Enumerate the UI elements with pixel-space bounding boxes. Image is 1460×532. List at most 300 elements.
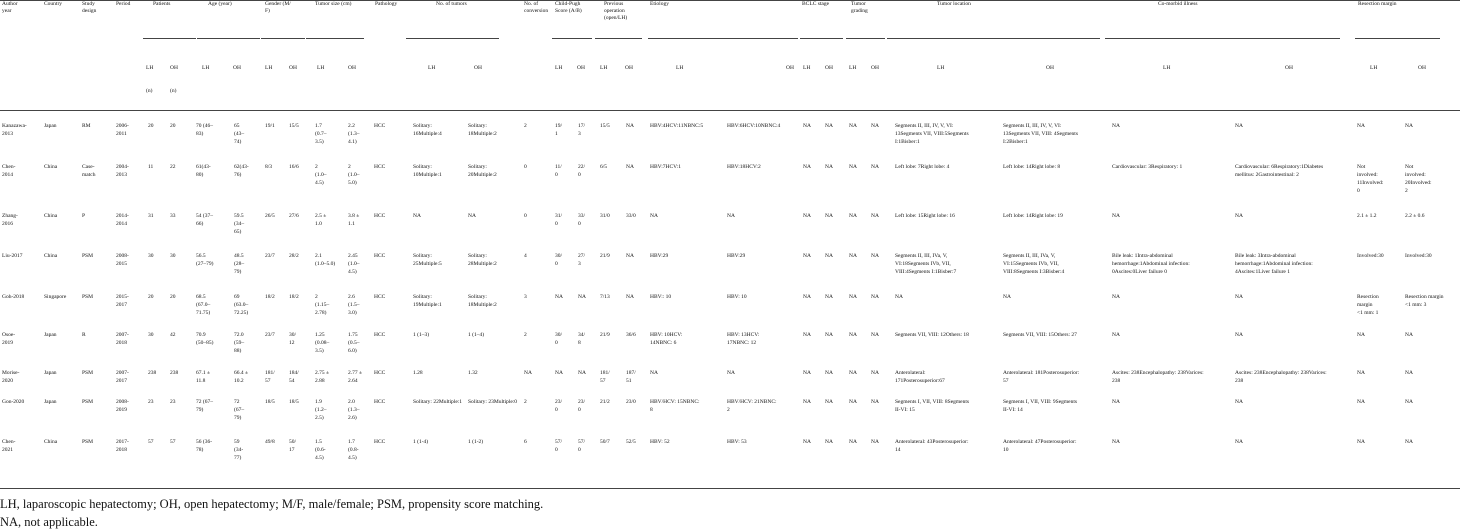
cell-age-lh: 70.9 (50–85) [196,332,214,346]
cell-path: HCC [374,294,386,300]
cell-cp-oh: NA [578,370,586,376]
cell-design: P [82,213,86,219]
cell-ts-oh: 2.45 (1.0– 4.5) [348,253,360,275]
cell-po-oh: NA [626,164,634,170]
cell-country: China [44,164,58,170]
cell-rm-lh: NA [1357,439,1365,445]
header-previous-operation: Previous operation (open/LH) [604,1,628,21]
cell-tg-lh: NA [849,123,857,129]
cell-period: 2007- 2018 [116,332,129,346]
cell-pt-lh: 57 [148,439,154,445]
group-underline [143,38,196,39]
subheader-oh: OH [871,65,879,71]
header-gender: Gender (M/ F) [265,1,291,14]
cell-et-oh: HBV:6HCV:10NBNC:4 [727,123,781,129]
cell-tg-lh: NA [849,399,857,405]
cell-age-lh: 61(43- 80) [196,164,211,178]
subheader-oh: OH [289,65,297,71]
cell-age-oh: 59 (34- 77) [234,439,244,461]
cell-cm-oh: NA [1235,123,1243,129]
header-author: Author year [2,1,18,14]
cell-po-oh: NA [626,294,634,300]
cell-rm-lh: Resection margin <1 mm: 1 [1357,294,1379,316]
cell-rm-oh: NA [1405,123,1413,129]
cell-bclc-oh: NA [825,253,833,259]
cell-pt-lh: 30 [148,332,154,338]
subheader-oh: OH [577,65,585,71]
cell-et-lh: HBV:29 [650,253,669,259]
cell-ts-lh: 1.25 (0.08– 3.5) [315,332,330,354]
cell-country: China [44,213,58,219]
cell-country: Japan [44,370,57,376]
cell-conv: 4 [524,253,527,259]
cell-tg-oh: NA [871,399,879,405]
subheader-oh: OH [233,65,241,71]
cell-bclc-lh: NA [803,164,811,170]
cell-tl-oh: NA [1003,294,1011,300]
cell-g-oh: 18/5 [289,399,299,405]
cell-nt-oh: Solitary: 28Multiple:2 [468,253,497,267]
cell-ts-oh: 2.6 (1.5– 3.0) [348,294,360,316]
header-tumor-location: Tumor location [937,1,971,7]
cell-nt-lh: Solitary: 16Multiple:4 [413,123,442,137]
cell-cm-lh: NA [1112,294,1120,300]
cell-tg-oh: NA [871,213,879,219]
cell-cp-lh: NA [555,370,563,376]
cell-po-lh: 7/13 [600,294,610,300]
cell-pt-oh: 22 [170,164,176,170]
cell-design: PSM [82,399,94,405]
header-period: Period [116,1,131,7]
subheader-lh: LH [849,65,857,71]
cell-cm-lh: NA [1112,332,1120,338]
cell-rm-oh: NA [1405,332,1413,338]
cell-country: Japan [44,332,57,338]
cell-tl-oh: Anterolateral: 47Posterosuperior: 10 [1003,439,1077,453]
cell-cp-lh: 30/ 0 [555,332,563,346]
cell-g-lh: 8/3 [265,164,273,170]
group-underline [261,38,305,39]
header-child-pugh: Child-Pugh Score (A/B) [555,1,582,14]
cell-et-lh: HBV: 52 [650,439,670,445]
cell-cp-lh: 19/ 1 [555,123,563,137]
cell-conv: 3 [524,294,527,300]
cell-po-lh: 15/5 [600,123,610,129]
cell-g-oh: 18/2 [289,294,299,300]
cell-ts-lh: 1.9 (1.2– 2.5) [315,399,327,421]
cell-period: 2004- 2013 [116,164,129,178]
group-underline [648,38,798,39]
subheader-oh: OH [1046,65,1054,71]
patients-unit-label: (n) [170,88,177,94]
cell-bclc-oh: NA [825,439,833,445]
subheader-lh: LH [146,65,154,71]
cell-cm-oh: NA [1235,332,1243,338]
group-underline [595,38,642,39]
cell-bclc-oh: NA [825,123,833,129]
cell-age-oh: 62(43- 76) [234,164,249,178]
subheader-lh: LH [202,65,210,71]
cell-tg-lh: NA [849,332,857,338]
table-bottom-rule [0,488,1460,489]
cell-author: Zhang- 2016 [2,213,18,227]
cell-rm-oh: Not involved: 20Involved: 2 [1405,164,1432,194]
cell-cp-oh: 34/ 8 [578,332,586,346]
cell-path: HCC [374,164,386,170]
cell-cm-lh: Ascites: 238Encephalopathy: 238Varices: 238 [1112,370,1204,384]
header-no-of-tumors: No. of tumors [436,1,467,7]
cell-conv: 0 [524,164,527,170]
subheader-lh: LH [803,65,811,71]
cell-et-oh: HBV/HCV: 21NBNC: 2 [727,399,777,413]
cell-ts-lh: 2 (1.0– 4.5) [315,164,327,186]
cell-tg-lh: NA [849,164,857,170]
cell-bclc-lh: NA [803,332,811,338]
cell-period: 2007- 2017 [116,370,129,384]
header-bclc-stage: BCLC stage [802,1,830,7]
cell-cp-oh: 57/ 0 [578,439,586,453]
cell-tl-lh: Left lobe: 7Right lobe: 4 [895,164,950,170]
cell-bclc-oh: NA [825,164,833,170]
cell-rm-lh: NA [1357,332,1365,338]
cell-tl-oh: Segments I, VII, VIII: 9Segments II-VI: 14 [1003,399,1078,413]
cell-conv: 6 [524,439,527,445]
cell-g-oh: 15/5 [289,123,299,129]
cell-conv: 0 [524,213,527,219]
cell-bclc-lh: NA [803,399,811,405]
subheader-lh: LH [1370,65,1378,71]
cell-cm-lh: NA [1112,399,1120,405]
cell-age-oh: 48.5 (28– 79) [234,253,245,275]
cell-po-lh: 21/9 [600,253,610,259]
cell-cp-lh: 31/ 0 [555,213,563,227]
header-comorbid-illness: Co-morbid illness [1158,1,1198,7]
cell-tl-lh: Segments II, III, IV, V, VI: 13Segments VII, VIII:5Segments I:1Bisber:1 [895,123,969,145]
cell-nt-oh: Solitary: 20Multiple:2 [468,164,497,178]
subheader-oh: OH [825,65,833,71]
cell-tg-lh: NA [849,439,857,445]
cell-bclc-oh: NA [825,370,833,376]
cell-cm-lh: NA [1112,123,1120,129]
cell-design: Case- match [82,164,96,178]
subheader-lh: LH [317,65,325,71]
subheader-oh: OH [170,65,178,71]
cell-period: 2015- 2017 [116,294,129,308]
cell-cm-lh: Bile leak: 1Intra-abdominal hemorrhage:1Abdominal infection: 0Ascites:0Liver failure 0 [1112,253,1190,275]
cell-pt-oh: 57 [170,439,176,445]
group-underline [197,38,260,39]
cell-et-lh: HBV:4HCV:11NBNC:5 [650,123,704,129]
cell-et-oh: NA [727,370,735,376]
cell-age-lh: 54 (37– 66) [196,213,213,227]
cell-tl-oh: Segments II, III, IV, V, VI: 13Segments VII, VIII: 4Segments I:2Bisber:1 [1003,123,1078,145]
cell-g-lh: 49/8 [265,439,275,445]
cell-country: Singapore [44,294,67,300]
cell-path: HCC [374,439,386,445]
cell-nt-oh: Solitary: 18Multiple:2 [468,123,497,137]
cell-po-oh: 187/ 51 [626,370,636,384]
cell-nt-lh: Solitary: 10Multiple:1 [413,164,442,178]
cell-tl-oh: Left lobe: 14Right lobe: 8 [1003,164,1061,170]
cell-rm-oh: NA [1405,439,1413,445]
cell-tl-lh: Left lobe: 15Right lobe: 16 [895,213,955,219]
header-tumor-grading: Tumor grading [851,1,868,14]
cell-ts-oh: 1.75 (0.5– 6.0) [348,332,360,354]
cell-po-oh: NA [626,253,634,259]
cell-g-oh: 16/6 [289,164,299,170]
cell-bclc-oh: NA [825,332,833,338]
cell-et-oh: HBV: 13HCV: 17NBNC: 12 [727,332,760,346]
cell-path: HCC [374,253,386,259]
cell-age-lh: 70 (46– 83) [196,123,213,137]
cell-age-lh: 56.5 (27–79) [196,253,214,267]
cell-tg-oh: NA [871,332,879,338]
cell-nt-lh: 1.28 [413,370,423,376]
cell-cm-lh: NA [1112,439,1120,445]
cell-cm-lh: NA [1112,213,1120,219]
cell-ts-oh: 1.7 (0.8- 4.5) [348,439,359,461]
cell-pt-lh: 238 [148,370,157,376]
cell-po-oh: NA [626,123,634,129]
cell-tg-lh: NA [849,370,857,376]
cell-rm-lh: NA [1357,399,1365,405]
cell-et-oh: HBV:18HCV:2 [727,164,761,170]
cell-rm-lh: Involved:30 [1357,253,1384,259]
cell-cp-lh: NA [555,294,563,300]
group-underline [800,38,843,39]
cell-pt-oh: 238 [170,370,179,376]
cell-ts-lh: 1.5 (0.6- 4.5) [315,439,326,461]
cell-nt-lh: Solitary: 22Multiple:1 [413,399,463,405]
cell-pt-lh: 20 [148,123,154,129]
cell-ts-lh: 2.75 ± 2.88 [315,370,330,384]
cell-author: Liu-2017 [2,253,23,259]
cell-age-oh: 59.5 (34– 65) [234,213,245,235]
subheader-lh: LH [555,65,563,71]
cell-g-lh: 26/5 [265,213,275,219]
group-underline [306,38,364,39]
group-underline [552,38,592,39]
cell-period: 2014- 2014 [116,213,129,227]
header-study-design: Study design [82,1,97,14]
cell-bclc-lh: NA [803,439,811,445]
cell-author: Osoe- 2019 [2,332,16,346]
cell-age-lh: 56 (36- 78) [196,439,213,453]
cell-pt-lh: 20 [148,294,154,300]
cell-period: 2006- 2011 [116,123,129,137]
cell-design: R [82,332,86,338]
cell-author: Chen- 2014 [2,164,16,178]
cell-cp-oh: NA [578,294,586,300]
cell-tl-lh: Segments II, III, IVa, V, VI:18Segments IVb, VII, VIII:4Segments I:1Bisber:7 [895,253,957,275]
cell-design: PSM [82,370,94,376]
header-country: Country [44,1,63,7]
cell-author: Gon-2020 [2,399,25,405]
cell-author: Morise- 2020 [2,370,20,384]
cell-ts-oh: 2.0 (1.3– 2.6) [348,399,360,421]
cell-cp-oh: 23/ 0 [578,399,586,413]
cell-g-oh: 30/ 12 [289,332,297,346]
cell-age-lh: 67.1 ± 11.8 [196,370,211,384]
cell-nt-oh: 1 (1-2) [468,439,484,445]
subheader-oh: OH [348,65,356,71]
footnote-na: NA, not applicable. [0,515,98,529]
cell-path: HCC [374,370,386,376]
cell-tg-lh: NA [849,253,857,259]
cell-cp-oh: 33/ 0 [578,213,586,227]
cell-ts-lh: 2.1 (1.0–5.0) [315,253,336,267]
cell-g-lh: 18/2 [265,294,275,300]
cell-et-lh: NA [650,370,658,376]
cell-bclc-oh: NA [825,399,833,405]
cell-path: HCC [374,332,386,338]
cell-po-lh: 31/0 [600,213,610,219]
cell-bclc-lh: NA [803,253,811,259]
footnote-abbreviations: LH, laparoscopic hepatectomy; OH, open hepatectomy; M/F, male/female; PSM, propensity score matching. [0,497,544,511]
cell-tg-oh: NA [871,164,879,170]
group-underline [406,38,499,39]
cell-tg-oh: NA [871,253,879,259]
cell-et-lh: HBV:: 10 [650,294,672,300]
cell-bclc-oh: NA [825,213,833,219]
cell-rm-lh: NA [1357,123,1365,129]
cell-country: Japan [44,399,57,405]
cell-path: HCC [374,123,386,129]
cell-rm-oh: NA [1405,399,1413,405]
cell-cm-lh: Cardiovascular: 3Respiratory: 1 [1112,164,1183,170]
cell-ts-lh: 2 (1.15– 2.78) [315,294,330,316]
cell-g-lh: 18/5 [265,399,275,405]
cell-nt-lh: NA [413,213,421,219]
cell-nt-oh: Solitary: 18Multiple:2 [468,294,497,308]
cell-age-lh: 68.5 (67.0– 71.75) [196,294,211,316]
cell-conv: 2 [524,123,527,129]
cell-pt-lh: 30 [148,253,154,259]
cell-tg-oh: NA [871,370,879,376]
cell-et-lh: HBV: 10HCV: 14NBNC: 6 [650,332,683,346]
patients-unit-label: (n) [146,88,153,94]
group-underline [887,38,1100,39]
cell-age-oh: 66.4 ± 10.2 [234,370,249,384]
cell-po-oh: 33/0 [626,213,636,219]
cell-period: 2008- 2015 [116,253,129,267]
cell-nt-oh: 1.32 [468,370,478,376]
cell-nt-oh: 1 (1–4) [468,332,485,338]
cell-tl-lh: Anterolateral: 171Posterosuperior:67 [895,370,945,384]
cell-conv: 2 [524,332,527,338]
cell-g-oh: 184/ 54 [289,370,299,384]
cell-tg-oh: NA [871,123,879,129]
cell-nt-lh: Solitary: 25Multiple:5 [413,253,442,267]
cell-age-oh: 72.0 (59– 88) [234,332,245,354]
cell-age-lh: 72 (67– 79) [196,399,213,413]
cell-g-lh: 23/7 [265,332,275,338]
cell-rm-oh: Resection margin <1 mm: 3 [1405,294,1444,308]
cell-cm-oh: Bile leak: 3Intra-abdominal hemorrhage:1Abdominal infection: 4Ascites:1Liver failure 1 [1235,253,1313,275]
subheader-lh: LH [937,65,945,71]
cell-ts-oh: 2 (1.0– 5.0) [348,164,360,186]
cell-tl-oh: Anterolateral: 181Posterosuperior: 57 [1003,370,1080,384]
cell-cp-lh: 30/ 0 [555,253,563,267]
cell-et-lh: HBV:7HCV:1 [650,164,681,170]
cell-bclc-lh: NA [803,294,811,300]
cell-bclc-lh: NA [803,123,811,129]
cell-design: PSM [82,439,94,445]
cell-bclc-oh: NA [825,294,833,300]
cell-g-oh: 28/2 [289,253,299,259]
cell-et-lh: HBV/HCV: 15NBNC: 8 [650,399,700,413]
cell-pt-oh: 20 [170,294,176,300]
cell-cp-lh: 11/ 0 [555,164,562,178]
cell-tl-lh: Segments VII, VIII: 12Others: 18 [895,332,969,338]
cell-age-oh: 65 (43– 74) [234,123,245,145]
cell-conv: NA [524,370,532,376]
cell-country: China [44,253,58,259]
cell-cp-oh: 17/ 3 [578,123,586,137]
cell-et-lh: NA [650,213,658,219]
cell-author: Chen- 2021 [2,439,16,453]
cell-pt-lh: 23 [148,399,154,405]
cell-g-lh: 19/1 [265,123,275,129]
cell-tl-oh: Left lobe: 14Right lobe: 19 [1003,213,1063,219]
cell-g-lh: 23/7 [265,253,275,259]
subheader-lh: LH [428,65,436,71]
cell-ts-oh: 3.8 ± 1.1 [348,213,360,227]
cell-tg-lh: NA [849,213,857,219]
cell-po-lh: 50/7 [600,439,610,445]
cell-tl-lh: Segments I, VII, VIII: 8Segments II-VI: 15 [895,399,970,413]
cell-et-oh: HBV: 53 [727,439,747,445]
cell-ts-oh: 2.2 (1.3– 4.1) [348,123,360,145]
cell-path: HCC [374,399,386,405]
cell-nt-oh: Solitary: 23Multiple:0 [468,399,518,405]
cell-po-lh: 21/2 [600,399,610,405]
cell-pt-lh: 31 [148,213,154,219]
cell-po-lh: 181/ 57 [600,370,610,384]
cell-design: PSM [82,294,94,300]
cell-pt-oh: 30 [170,253,176,259]
cell-nt-lh: 1 (1–3) [413,332,430,338]
cell-design: RM [82,123,91,129]
cell-author: Kanazawa- 2013 [2,123,27,137]
cell-period: 2008- 2019 [116,399,129,413]
cell-tl-lh: Anterolateral: 43Posterosuperior: 14 [895,439,969,453]
cell-rm-oh: Involved:30 [1405,253,1432,259]
subheader-oh: OH [625,65,633,71]
subheader-lh: LH [265,65,273,71]
group-underline [1355,38,1440,39]
cell-tg-lh: NA [849,294,857,300]
cell-age-oh: 69 (63.0– 72.25) [234,294,249,316]
cell-cp-lh: 57/ 0 [555,439,563,453]
cell-age-oh: 72 (67– 79) [234,399,245,421]
cell-author: Goh-2018 [2,294,25,300]
cell-nt-oh: NA [468,213,476,219]
cell-ts-lh: 2.5 ± 1.0 [315,213,327,227]
subheader-oh: OH [1418,65,1426,71]
cell-rm-oh: 2.2 ± 0.6 [1405,213,1425,219]
subheader-lh: LH [600,65,608,71]
cell-cm-oh: NA [1235,294,1243,300]
header-age: Age (year) [208,1,232,7]
cell-tl-oh: Segments II, III, IVa, V, VI:15Segments IVb, VII, VIII:8Segments I:3Bisber:4 [1003,253,1065,275]
cell-pt-oh: 33 [170,213,176,219]
cell-path: HCC [374,213,386,219]
cell-cm-oh: NA [1235,213,1243,219]
cell-g-lh: 181/ 57 [265,370,275,384]
cell-g-oh: 50/ 17 [289,439,297,453]
cell-conv: 2 [524,399,527,405]
